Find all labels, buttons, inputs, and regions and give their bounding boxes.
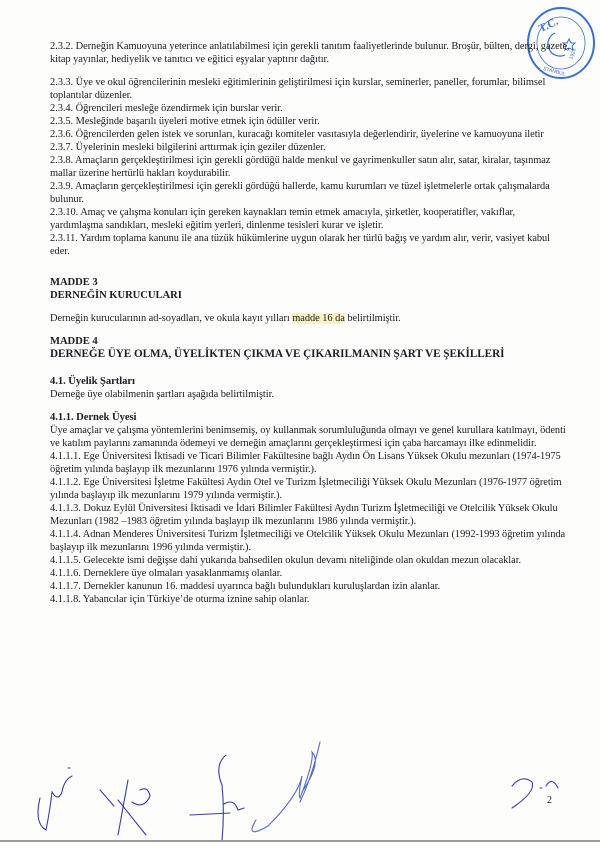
clause-4-1-1-4: 4.1.1.4. Adnan Menderes Üniversitesi Turizm İşletmeciliği ve Otelcilik Yüksek Okulu Mezunları (1992-1993 öğretim yılında başlayıp ilk mezunlarını 1996 yılında vermiştir.).: [50, 528, 566, 553]
madde-3-number: MADDE 3: [50, 277, 98, 288]
madde-3-text: [50, 312, 570, 325]
signature-2: [100, 780, 150, 835]
clause-2-3-9: 2.3.9. Amaçların gerçekleştirilmesi için gerekli gördüğü hallerde, kamu kurumları ve tüzel işletmelerle ortak çalışmalarda bulunur.: [50, 181, 550, 205]
clause-2-3-5: 2.3.5. Mesleğinde başarılı üyeleri motive etmek için ödüller verir.: [50, 116, 320, 127]
section-4-1-text: Derneğe üye olabilmenin şartları aşağıda belirtilmiştir.: [50, 388, 274, 400]
clause-2-3-2: 2.3.2. Derneğin Kamuoyuna yeterince anlatılabilmesi için gerekli tanıtım faaliyetlerinde bulunur. Broşür, bülten, dergi, gazete, kitap yayınlar, hediyelik ve tanıtıcı ve eğitici eşyalar yaptırır dağıtır.: [50, 41, 570, 65]
madde-4-title: DERNEĞE ÜYE OLMA, ÜYELİKTEN ÇIKMA VE ÇIKARILMANIN ŞART VE ŞEKİLLERİ: [50, 348, 505, 360]
signature-1: [38, 768, 72, 830]
section-4-1-1-text: Üye amaçlar ve çalışma yöntemlerini benimsemiş, oy kullanmak sorumluluğunda olmayı ve genel kurullara katılmayı, ödenti ve katılım paylarını zamanında ödemeyi ve derneğin amaçlarını gerçekleştirmesi için çaba harcamayı ilke edinmelidir.: [50, 424, 566, 449]
clause-2-3-8: 2.3.8. Amaçların gerçekleştirilmesi için gerekli gördüğü halde menkul ve gayrimenkuller satın alır, satar, kiralar, taşınmaz mallar üzerine hertürlü hakları koydurabilir.: [50, 155, 551, 179]
madde-3-text-after: belirtilmiştir.: [344, 313, 401, 324]
clause-4-1-1-1: 4.1.1.1. Ege Üniversitesi İktisadi ve Ticari Bilimler Fakültesine bağlı Aydın Ön Lisans Yüksek Okulu mezunları (1974-1975 öğretim yılında başlayıp ilk mezunlarını 1976 yılında vermiştir.).: [50, 450, 561, 475]
section-4-1-1-title: 4.1.1. Dernek Üyesi: [50, 411, 137, 423]
clause-2-3-4: 2.3.4. Öğrencileri mesleğe özendirmek için burslar verir.: [50, 103, 283, 114]
svg-text:1923: 1923: [568, 47, 578, 61]
clause-2-3-11: 2.3.11. Yardım toplama kanunu ile ana tüzük hükümlerine uygun olarak her türlü bağış ve yardım alır, verir, vasiyet kabul eder.: [50, 233, 551, 257]
madde-3-text-before: Derneğin kurucularının ad-soyadları, ve okula kayıt yılları: [50, 313, 293, 324]
clause-4-1-1-2: 4.1.1.2. Ege Üniversitesi İşletme Fakültesi Aydın Otel ve Turizm İşletmeciliği Yüksek Okulu Mezunları (1976-1977 öğretim yılında başlayıp ilk mezunlarını 1979 yılında vermiştir.).: [50, 476, 562, 501]
clause-4-1-1-3: 4.1.1.3. Dokuz Eylül Üniversitesi İktisadi ve İdari Bilimler Fakültesi Aydın Turizm İşletmeciliği ve Otelcilik Yüksek Okulu Mezunları (1982 –1983 öğretim yılında başlayıp ilk mezunlarını 1986 yılında vermiştir.).: [50, 502, 558, 527]
signature-4: [252, 742, 320, 832]
document-body: [50, 40, 570, 606]
page-bottom-edge: [0, 840, 600, 842]
madde-3-title: DERNEĞİN KURUCULARI: [50, 290, 182, 301]
clause-4-1-1-5: 4.1.1.5. Gelecekte ismi değişse dahi yukarıda bahsedilen okulun devamı niteliğinde olan okuldan mezun olacaklar.: [50, 554, 522, 566]
clause-4-1-1-6: 4.1.1.6. Derneklere üye olmaları yasaklanmamış olanlar.: [50, 567, 283, 579]
clause-4-1-1-8: 4.1.1.8. Yabancılar için Türkiye’de oturma iznine sahip olanlar.: [50, 593, 310, 605]
page-number: 2: [547, 795, 552, 806]
madde-3-highlight: madde 16 da: [292, 313, 345, 324]
signatures: [0, 740, 600, 840]
section-4-1-title: 4.1. Üyelik Şartları: [50, 375, 135, 387]
madde-4-number: MADDE 4: [50, 336, 98, 347]
clause-2-3-7: 2.3.7. Üyelerinin mesleki bilgilerini arttırmak için geziler düzenler.: [50, 142, 326, 153]
svg-text:T.C.: T.C.: [537, 15, 561, 35]
clause-2-3-3: 2.3.3. Üye ve okul öğrencilerinin mesleki eğitimlerinin geliştirilmesi için kurslar, seminerler, paneller, forumlar, bilimsel toplantılar düzenler.: [50, 77, 546, 101]
clause-2-3-6: 2.3.6. Öğrencilerden gelen istek ve sorunları, kuracağı komiteler vasıtasıyla değerlendirir, üyelerine ve kamuoyuna iletir: [50, 129, 544, 140]
clause-4-1-1-7: 4.1.1.7. Dernekler kanunun 16. maddesi uyarınca bağlı bulundukları kuruluşlardan izin alanlar.: [50, 580, 441, 592]
svg-text:STANBUL: STANBUL: [542, 65, 566, 78]
clause-2-3-10: 2.3.10. Amaç ve çalışma konuları için gereken kaynakları temin etmek amacıyla, şirketler, kooperatifler, vakıflar, yardımlaşma sandıkları, mesleki eğitim yerleri, dinlenme tesisleri kurar ve işletir.: [50, 207, 516, 231]
signature-3: [190, 755, 244, 840]
